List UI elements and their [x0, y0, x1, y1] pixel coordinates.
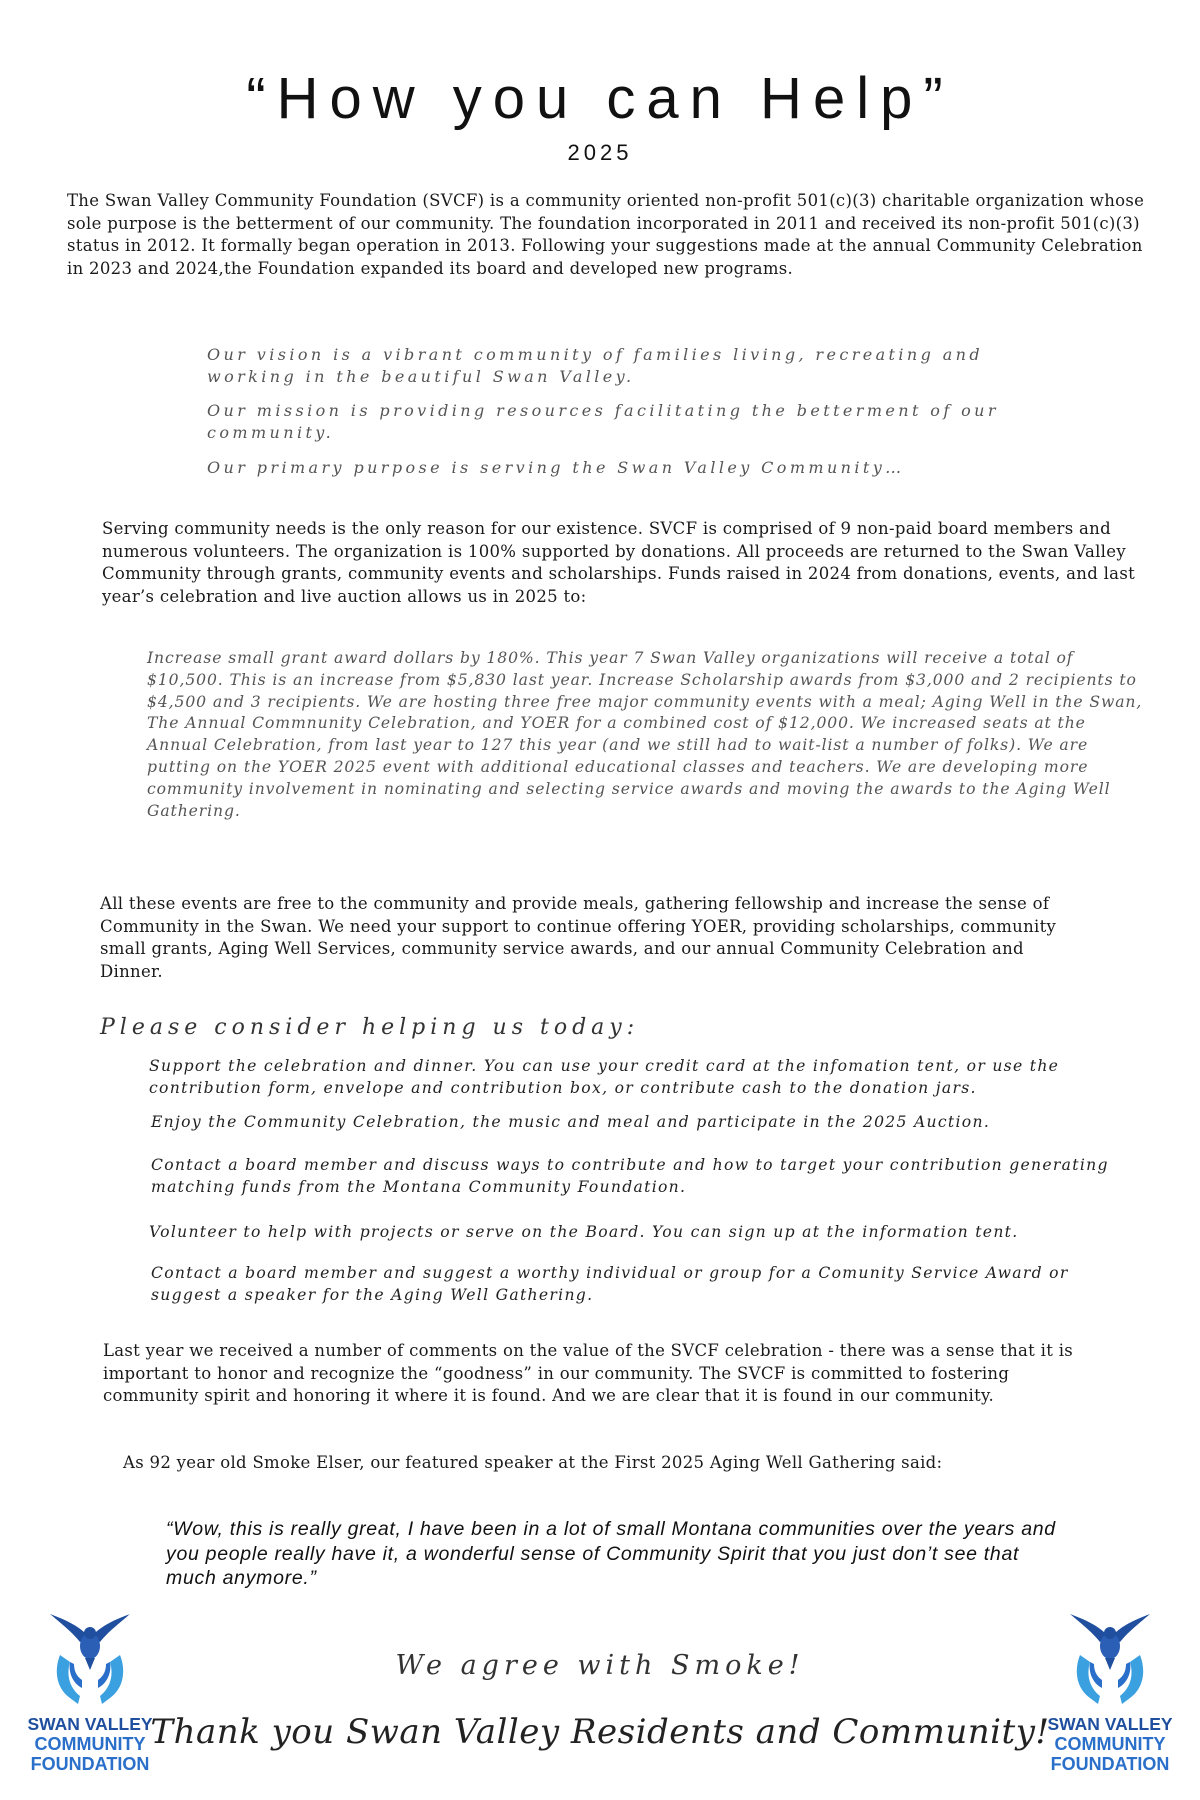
logo-line-2: COMMUNITY: [1054, 1734, 1166, 1754]
smoke-intro: As 92 year old Smoke Elser, our featured speaker at the First 2025 Aging Well Gathering said:: [123, 1453, 943, 1472]
bluebird-hands-icon: [1040, 1600, 1180, 1715]
events-paragraph: All these events are free to the community and provide meals, gathering fellowship and increase the sense of Community in the Swan. We need your support to continue offering YOER, providing scholarships, community small grants, Aging Well Services, community service awards, and our annual Community Celebration and Dinner.: [100, 894, 1057, 981]
purpose-statement: Our primary purpose is serving the Swan Valley Community…: [207, 458, 905, 477]
help-item-enjoy: Enjoy the Community Celebration, the music and meal and participate in the 2025 Auction.: [151, 1113, 991, 1131]
smoke-quote: “Wow, this is really great, I have been in a lot of small Montana communities over the years and you people really have it, a wonderful sense of Community Spirit that you just don’t see that much anymore.”: [166, 1518, 1056, 1589]
help-item-suggest: Contact a board member and suggest a worthy individual or group for a Comunity Service Award or suggest a speaker for the Aging Well Gathering.: [151, 1264, 1069, 1304]
mission-statement: Our mission is providing resources facilitating the betterment of our community.: [207, 401, 999, 442]
logo-wordmark: [20, 1714, 160, 1774]
logo-line-1: SWAN VALLEY: [27, 1714, 153, 1734]
page-title: “How you can Help”: [246, 66, 954, 131]
serving-paragraph: Serving community needs is the only reason for our existence. SVCF is comprised of 9 non-paid board members and numerous volunteers. The organization is 100% supported by donations. All proceeds are returned to the Swan Valley Community through grants, community events and scholarships. Funds raised in 2024 from donations, events, and last year’s celebration and live auction allows us in 2025 to:: [102, 519, 1136, 606]
agree-line: We agree with Smoke!: [395, 1650, 805, 1681]
svcf-logo-right: [1040, 1600, 1180, 1790]
consider-heading: Please consider helping us today:: [100, 1015, 640, 1040]
bluebird-hands-icon: [20, 1600, 160, 1715]
logo-line-2: COMMUNITY: [34, 1734, 146, 1754]
help-item-support: Support the celebration and dinner. You can use your credit card at the infomation tent, or use the contribution form, envelope and contribution box, or contribute cash to the donation jars.: [149, 1057, 1060, 1097]
logo-line-1: SWAN VALLEY: [1047, 1714, 1173, 1734]
help-item-contact-board: Contact a board member and discuss ways to contribute and how to target your contribution generating matching funds from the Montana Community Foundation.: [151, 1156, 1109, 1196]
intro-paragraph: The Swan Valley Community Foundation (SVCF) is a community oriented non-profit 501(c)(3) charitable organization whose sole purpose is the betterment of our community. The foundation incorporated in 2011 and received its non-profit 501(c)(3) status in 2012. It formally began operation in 2013. Following your suggestions made at the annual Community Celebration in 2023 and 2024,the Foundation expanded its board and developed new programs.: [67, 191, 1145, 278]
svcf-logo-left: [20, 1600, 160, 1790]
help-item-volunteer: Volunteer to help with projects or serve on the Board. You can sign up at the information tent.: [149, 1223, 1019, 1241]
logo-wordmark: [1040, 1714, 1180, 1774]
increase-paragraph: Increase small grant award dollars by 180%. This year 7 Swan Valley organizations will receive a total of $10,500. This is an increase from $5,830 last year. Increase Scholarship awards from $3,000 and 2 recipients to $4,500 and 3 recipients. We are hosting three free major community events with a meal; Aging Well in the Swan, The Annual Commnunity Celebration, and YOER for a combined cost of $12,000. We increased seats at the Annual Celebration, from last year to 127 this year (and we still had to wait-list a number of folks). We are putting on the YOER 2025 event with additional educational classes and teachers. We are developing more community involvement in nominating and selecting service awards and moving the awards to the Aging Well Gathering.: [147, 649, 1143, 820]
page-year: 2025: [567, 140, 633, 165]
vision-statement: Our vision is a vibrant community of families living, recreating and working in the beautiful Swan Valley.: [207, 345, 984, 386]
logo-line-3: FOUNDATION: [30, 1754, 150, 1774]
logo-line-3: FOUNDATION: [1050, 1754, 1170, 1774]
last-year-paragraph: Last year we received a number of comments on the value of the SVCF celebration - there was a sense that it is important to honor and recognize the “goodness” in our community. The SVCF is committed to fostering community spirit and honoring it where it is found. And we are clear that it is found in our community.: [103, 1341, 1074, 1405]
thanks-line: Thank you Swan Valley Residents and Community!: [150, 1712, 1050, 1752]
